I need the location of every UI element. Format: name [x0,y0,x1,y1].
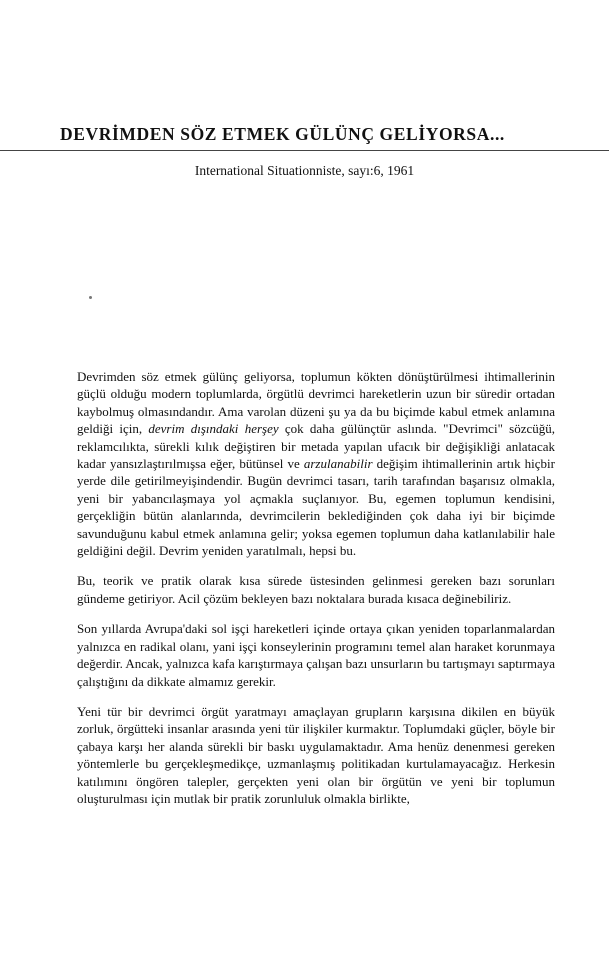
text-run: değişim ihtimallerinin artık hiçbir yerde dile getirilmeyişindendir. Bugün devrimci tasarı, tarih tarafından başarısız olmakla, yeni bir yabancılaşmaya yol açmakla suçlanıyor. Bu, egemen toplumun kendisini, gerçekliğin bütün alanlarında, devrimcilerin beklediğinden çok daha iyi bir biçimde savunduğunu kabul etmek anlamına gelir; yoksa egemen toplumun daha katlanılabilir hale geldiğini değil. Devrim yeniden yaratılmalı, hepsi bu. [77,456,555,559]
article-body [77,368,555,820]
paragraph [77,620,555,690]
text-run: Yeni tür bir devrimci örgüt yaratmayı amaçlayan grupların karşısına dikilen en büyük zorluk, örgütteki insanlar arasında yeni tür ilişkiler kurmaktır. Toplumdaki güçler, böyle bir çabaya karşı her alanda sürekli bir baskı uygulamaktadır. Ama henüz denenmesi gereken yöntemlerle bu gerçekleşmedikçe, uzmanlaşmış politikadan kurtulamayacağız. Herkesin katılımını öngören talepler, gerçekten yeni olan bir örgütün ve yeni bir toplumun oluşturulması için mutlak bir pratik zorunluluk olmakla birlikte, [77,703,555,806]
source-citation: International Situationniste, sayı:6, 1961 [194,163,415,178]
paragraph [77,703,555,807]
text-run: çok daha gülünçtür aslında. "Devrimci" sözcüğü, reklamcılıkta, sürekli kılık değiştiren bir metada yapılan ufacık bir değişikliği anlatacak kadar yansızlaştırılmışsa eğer, bütünsel ve [77,421,555,472]
italic-text: arzulanabilir [303,456,373,472]
paragraph [77,368,555,559]
ink-speck [89,296,92,299]
title-rule [0,150,609,151]
page-title: DEVRİMDEN SÖZ ETMEK GÜLÜNÇ GELİYORSA... [60,124,505,144]
text-run: Bu, teorik ve pratik olarak kısa sürede üstesinden gelinmesi gereken bazı sorunları gündeme getiriyor. Acil çözüm bekleyen bazı noktalara burada kısaca değinebiliriz. [77,573,555,606]
text-run: Son yıllarda Avrupa'daki sol işçi hareketleri içinde ortaya çıkan yeniden toparlanmalardan yalnızca en radikal olanı, yani işçi konseylerinin programını temel alan haraket korunmaya değerdir. Ancak, yalnızca kafa karıştırmaya çalışan bazı unsurların bu tartışmayı saptırmaya çalıştığını da dikkate almamız gerekir. [77,621,555,689]
paragraph [77,572,555,607]
text-run: Devrimden söz etmek gülünç geliyorsa, toplumun kökten dönüştürülmesi ihtimallerinin güçlü olduğu modern toplumlarda, örgütlü devrimci hareketlerin uzun bir süredir ortadan kaybolmuş olmasındandır. Ama varolan düzeni şu ya da bu biçimde kabul etmek anlamına geldiği için, [77,369,555,437]
italic-text: devrim dışındaki herşey [148,421,279,437]
